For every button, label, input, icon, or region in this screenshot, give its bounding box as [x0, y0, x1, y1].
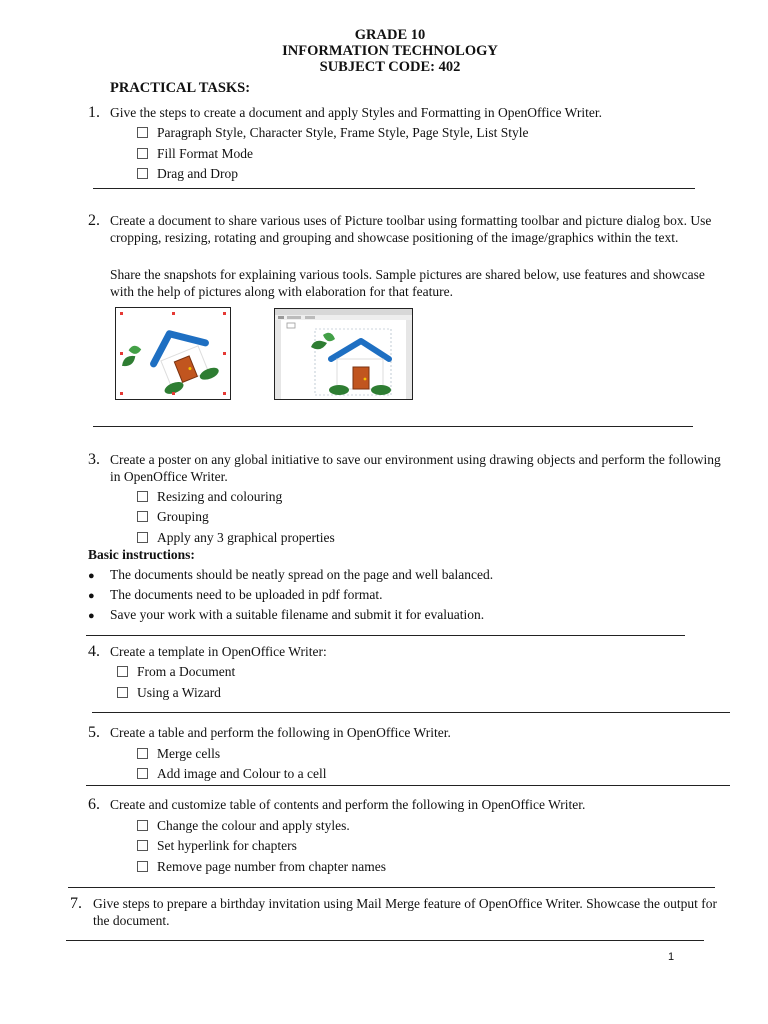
task4-item: From a Document: [117, 663, 235, 680]
checkbox-icon: [137, 768, 148, 779]
checkbox-icon: [137, 127, 148, 138]
checkbox-icon: [137, 532, 148, 543]
task3-number: 3.: [88, 451, 100, 468]
divider: [92, 712, 730, 713]
task4-text: Create a template in OpenOffice Writer:: [110, 644, 327, 659]
task6-item: Change the colour and apply styles.: [137, 817, 350, 834]
task5-item: Merge cells: [137, 745, 220, 762]
checkbox-icon: [117, 687, 128, 698]
task2-text: Create a document to share various uses of Picture toolbar using formatting toolbar and picture dialog box. Use cropping, resizing, rotating and grouping and showcase positioning of the image/graphics within the text.: [110, 213, 712, 245]
checkbox-icon: [137, 511, 148, 522]
bullet-icon: ●: [88, 570, 95, 582]
task6-item: Remove page number from chapter names: [137, 858, 386, 875]
instruction-item: ● The documents need to be uploaded in pdf format.: [88, 587, 383, 602]
instruction-item: ● Save your work with a suitable filename and submit it for evaluation.: [88, 607, 485, 622]
checkbox-icon: [117, 666, 128, 677]
divider: [86, 785, 730, 786]
sample-picture-writer-window: [274, 308, 413, 400]
divider: [66, 940, 704, 941]
task4-item: Using a Wizard: [117, 684, 221, 701]
title-grade: GRADE 10: [354, 27, 426, 43]
checkbox-icon: [137, 820, 148, 831]
practical-tasks-heading: PRACTICAL TASKS:: [110, 80, 251, 96]
title-subject-code: SUBJECT CODE: 402: [319, 59, 461, 75]
task3-item: Grouping: [137, 508, 209, 525]
task7-text: Give steps to prepare a birthday invitation using Mail Merge feature of OpenOffice Writer. Showcase the output for the document.: [93, 896, 718, 928]
task3-item: Apply any 3 graphical properties: [137, 529, 335, 546]
task3-text: Create a poster on any global initiative to save our environment using drawing objects and perform the following in OpenOffice Writer.: [110, 452, 721, 484]
bullet-icon: ●: [88, 610, 95, 622]
task6-item: Set hyperlink for chapters: [137, 837, 297, 854]
task5-number: 5.: [88, 724, 100, 741]
task3-item: Resizing and colouring: [137, 488, 282, 505]
task1-item: Drag and Drop: [137, 165, 238, 182]
task2-number: 2.: [88, 212, 100, 229]
checkbox-icon: [137, 148, 148, 159]
task1-text: Give the steps to create a document and apply Styles and Formatting in OpenOffice Writer.: [110, 105, 602, 120]
checkbox-icon: [137, 168, 148, 179]
task1-item: Paragraph Style, Character Style, Frame Style, Page Style, List Style: [137, 124, 529, 141]
divider: [68, 887, 715, 888]
task2-text2: Share the snapshots for explaining various tools. Sample pictures are shared below, use features and showcase with the help of pictures along with elaboration for that feature.: [110, 267, 705, 299]
checkbox-icon: [137, 748, 148, 759]
task5-text: Create a table and perform the following in OpenOffice Writer.: [110, 725, 451, 740]
task1-number: 1.: [88, 104, 100, 121]
basic-instructions-heading: Basic instructions:: [88, 547, 195, 562]
divider: [93, 426, 693, 427]
task1-item: Fill Format Mode: [137, 145, 253, 162]
task4-number: 4.: [88, 643, 100, 660]
instruction-item: ● The documents should be neatly spread on the page and well balanced.: [88, 567, 494, 582]
divider: [93, 188, 695, 189]
sample-picture-rotated-house: [115, 307, 231, 400]
task7-number: 7.: [70, 895, 82, 912]
task6-text: Create and customize table of contents and perform the following in OpenOffice Writer.: [110, 797, 586, 812]
bullet-icon: ●: [88, 590, 95, 602]
checkbox-icon: [137, 840, 148, 851]
checkbox-icon: [137, 491, 148, 502]
page-number: 1: [668, 951, 675, 963]
task5-item: Add image and Colour to a cell: [137, 765, 326, 782]
task6-number: 6.: [88, 796, 100, 813]
divider: [86, 635, 685, 636]
title-subject: INFORMATION TECHNOLOGY: [282, 43, 498, 59]
checkbox-icon: [137, 861, 148, 872]
